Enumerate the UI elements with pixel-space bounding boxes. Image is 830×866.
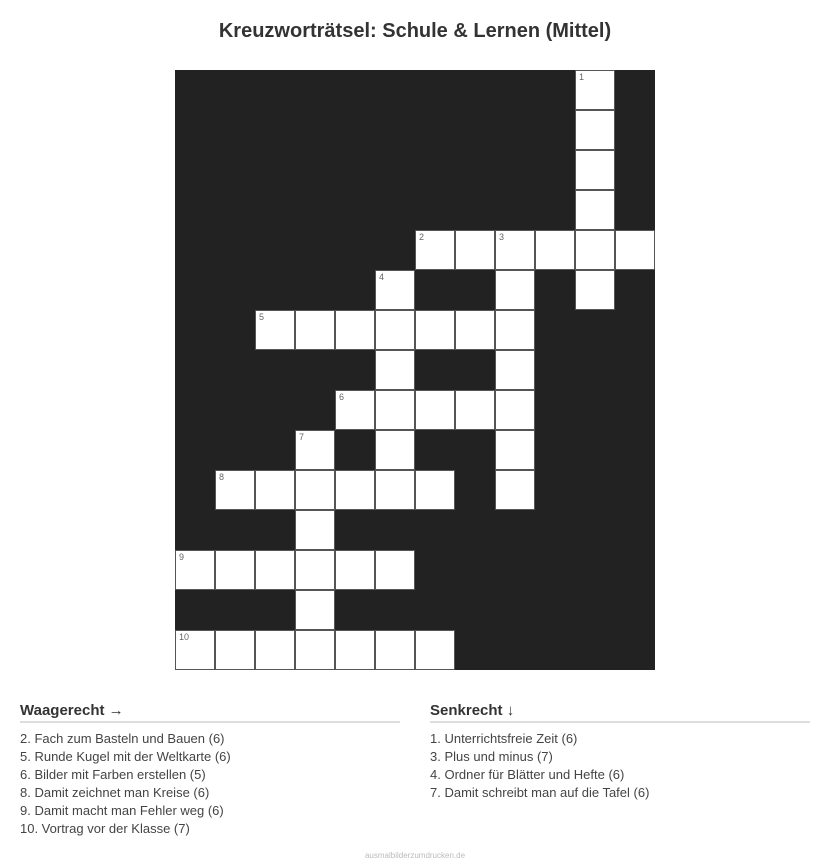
across-clue-list xyxy=(20,730,400,838)
grid-cell[interactable] xyxy=(495,270,535,310)
clue-number: 4 xyxy=(379,272,385,282)
clue-item: 9. Damit macht man Fehler weg (6) xyxy=(20,803,224,818)
grid-cell[interactable] xyxy=(295,430,335,470)
grid-cell[interactable] xyxy=(255,310,295,350)
grid-cell[interactable] xyxy=(495,430,535,470)
clue-number: 7 xyxy=(299,432,305,442)
clue-item: 7. Damit schreibt man auf die Tafel (6) xyxy=(430,785,650,800)
grid-cell[interactable] xyxy=(415,390,455,430)
grid-cell[interactable] xyxy=(295,470,335,510)
page-title: Kreuzworträtsel: Schule & Lernen (Mittel) xyxy=(218,20,612,42)
grid-cell[interactable] xyxy=(375,350,415,390)
clue-number: 6 xyxy=(339,392,345,402)
down-heading: Senkrecht ↓ xyxy=(430,702,810,723)
grid-cell[interactable] xyxy=(415,310,455,350)
clue-item: 3. Plus und minus (7) xyxy=(430,749,553,764)
grid-cell[interactable] xyxy=(415,470,455,510)
clue-number: 1 xyxy=(579,72,585,82)
grid-cell[interactable] xyxy=(375,270,415,310)
grid-cell[interactable] xyxy=(455,230,495,270)
clue-item: 2. Fach zum Basteln und Bauen (6) xyxy=(20,731,225,746)
grid-cell[interactable] xyxy=(575,70,615,110)
across-heading: Waagerecht → xyxy=(20,702,400,723)
clue-item: 10. Vortrag vor der Klasse (7) xyxy=(20,821,190,836)
grid-cell[interactable] xyxy=(255,470,295,510)
grid-cell[interactable] xyxy=(375,430,415,470)
clue-number: 5 xyxy=(259,312,265,322)
grid-cell[interactable] xyxy=(215,630,255,670)
clue-item: 1. Unterrichtsfreie Zeit (6) xyxy=(430,731,578,746)
grid-cell[interactable] xyxy=(255,550,295,590)
clue-item: 5. Runde Kugel mit der Weltkarte (6) xyxy=(20,749,231,764)
grid-cell[interactable] xyxy=(495,350,535,390)
grid-cell[interactable] xyxy=(255,630,295,670)
grid-cell[interactable] xyxy=(535,230,575,270)
grid-cell[interactable] xyxy=(575,110,615,150)
grid-cell[interactable] xyxy=(495,310,535,350)
clue-number: 2 xyxy=(419,232,425,242)
clues-across xyxy=(20,702,400,838)
clue-number: 9 xyxy=(179,552,185,562)
grid-cell[interactable] xyxy=(295,510,335,550)
grid-cell[interactable] xyxy=(295,310,335,350)
grid-cell[interactable] xyxy=(175,550,215,590)
grid-cell[interactable] xyxy=(335,470,375,510)
grid-cell[interactable] xyxy=(455,390,495,430)
clue-number: 8 xyxy=(219,472,225,482)
clue-item: 4. Ordner für Blätter und Hefte (6) xyxy=(430,767,625,782)
grid-cell[interactable] xyxy=(415,630,455,670)
grid-cell[interactable] xyxy=(335,390,375,430)
grid-cell[interactable] xyxy=(495,470,535,510)
grid-cell[interactable] xyxy=(335,310,375,350)
grid-cell[interactable] xyxy=(455,310,495,350)
grid-cell[interactable] xyxy=(375,550,415,590)
grid-cell[interactable] xyxy=(495,390,535,430)
grid-cell[interactable] xyxy=(575,190,615,230)
down-clue-list xyxy=(430,730,810,802)
grid-cell[interactable] xyxy=(175,630,215,670)
grid-cell[interactable] xyxy=(575,230,615,270)
grid-cell[interactable] xyxy=(375,470,415,510)
grid-cell[interactable] xyxy=(575,270,615,310)
clue-number: 3 xyxy=(499,232,505,242)
grid-cell[interactable] xyxy=(375,390,415,430)
grid-cell[interactable] xyxy=(575,150,615,190)
grid-cell[interactable] xyxy=(615,230,655,270)
grid-cell[interactable] xyxy=(335,630,375,670)
grid-cell[interactable] xyxy=(295,590,335,630)
grid-cell[interactable] xyxy=(215,470,255,510)
grid-cell[interactable] xyxy=(415,230,455,270)
grid-cell[interactable] xyxy=(295,630,335,670)
crossword-grid xyxy=(175,70,655,670)
grid-cell[interactable] xyxy=(215,550,255,590)
grid-cell[interactable] xyxy=(495,230,535,270)
clue-number: 10 xyxy=(179,632,190,642)
grid-cell[interactable] xyxy=(375,630,415,670)
clue-item: 6. Bilder mit Farben erstellen (5) xyxy=(20,767,206,782)
grid-cell[interactable] xyxy=(295,550,335,590)
grid-cell[interactable] xyxy=(375,310,415,350)
footer-watermark: ausmalbilderzumdrucken.de xyxy=(364,851,466,860)
clues-down xyxy=(430,702,810,802)
grid-cell[interactable] xyxy=(335,550,375,590)
clue-item: 8. Damit zeichnet man Kreise (6) xyxy=(20,785,210,800)
